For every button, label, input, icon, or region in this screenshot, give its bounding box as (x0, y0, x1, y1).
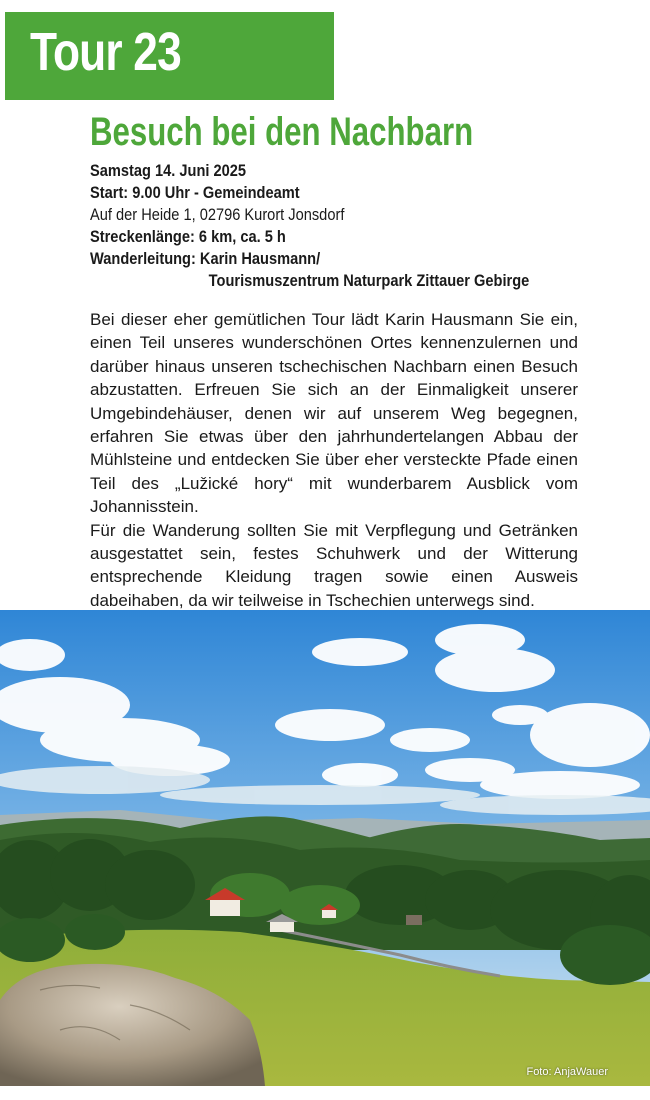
tour-number-label: Tour 23 (30, 22, 181, 82)
tour-start: Start: 9.00 Uhr - Gemeindeamt (90, 183, 300, 202)
tour-date: Samstag 14. Juni 2025 (90, 161, 247, 180)
photo-credit: Foto: AnjaWauer (526, 1066, 608, 1078)
tour-address: Auf der Heide 1, 02796 Kurort Jonsdorf (90, 205, 345, 224)
description-paragraph: Bei dieser eher gemütlichen Tour lädt Karin Hausmann Sie ein, einen Teil unseres wunderschönen Ortes kennenzulernen und darüber hinaus unseren tschechischen Nachbarn einen Besuch abzustatten. Erfreuen Sie sich an der Einmaligkeit unserer Umgebindehäuser, denen wir auf unserem Weg begegnen, erfahren Sie etwas über den jahrhundertelangen Abbau der Mühlsteine und entdecken Sie über eher versteckte Pfade einen Teil des „Lužické hory“ mit wunderbarem Ausblick vom Johannisstein. (90, 310, 578, 517)
tour-guide: Wanderleitung: Karin Hausmann/ (90, 249, 321, 268)
tour-guide-organization: Tourismuszentrum Naturpark Zittauer Gebirge (208, 271, 530, 290)
landscape-photo (0, 610, 650, 1086)
page-title: Besuch bei den Nachbarn (90, 110, 474, 154)
tour-details (90, 160, 570, 292)
tour-description (90, 308, 578, 612)
description-paragraph: Für die Wanderung sollten Sie mit Verpflegung und Getränken ausgestattet sein, festes Schuhwerk und der Witterung entsprechende Kleidung tragen sowie einen Ausweis dabeihaben, da wir teilweise in Tschechien unterwegs sind. (90, 520, 578, 610)
tour-distance: Streckenlänge: 6 km, ca. 5 h (90, 227, 286, 246)
